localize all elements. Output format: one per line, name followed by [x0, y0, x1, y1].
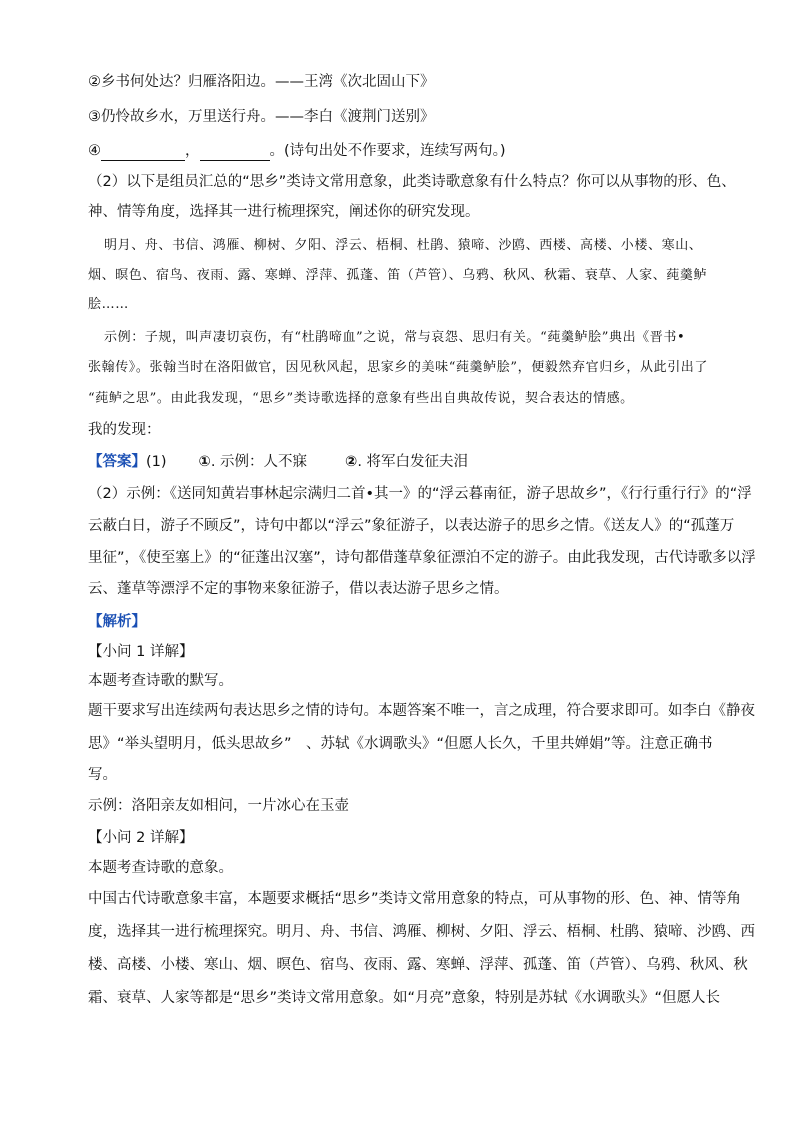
sub-question-2-heading: 【小问 2 详解】 — [88, 830, 194, 846]
answer-1: . 示例：人不寐 — [210, 454, 308, 470]
sub1-line-3: 思》“举头望明月，低头思故乡” 、苏轼《水调歌头》“但愿人长久，千里共婵娟”等。注意正确书 — [88, 736, 713, 752]
imagery-list-line-3: 脍…… — [88, 297, 129, 312]
answer-2-line-4: 云、蓬草等漂浮不定的事物来象征游子，借以表达游子思乡之情。 — [88, 581, 509, 597]
sub-question-1-heading: 【小问 1 详解】 — [88, 644, 194, 660]
blank-2[interactable] — [200, 144, 270, 161]
sub1-line-1: 本题考查诗歌的默写。 — [88, 673, 233, 689]
poem-line-2: ②乡书何处达？归雁洛阳边。——王湾《次北固山下》 — [88, 74, 435, 90]
sub2-line-4: 楼、高楼、小楼、寒山、烟、暝色、宿鸟、夜雨、露、寒蝉、浮萍、孤蓬、笛（芦管）、乌鸦、秋风、秋 — [88, 957, 748, 973]
example-line-2: 张翰传》。张翰当时在洛阳做官，因见秋风起，思家乡的美味“莼羹鲈脍”，便毅然弃官归乡，从此引出了 — [88, 360, 708, 375]
sub1-line-2: 题干要求写出连续两句表达思乡之情的诗句。本题答案不唯一，言之成理，符合要求即可。如李白《静夜 — [88, 703, 755, 719]
sub1-example: 示例：洛阳亲友如相问，一片冰心在玉壶 — [88, 798, 349, 814]
sub2-line-5: 霜、衰草、人家等都是“思乡”类诗文常用意象。如“月亮”意象，特别是苏轼《水调歌头》“但愿人长 — [88, 990, 721, 1006]
sub2-line-3: 度，选择其一进行梳理探究。明月、舟、书信、鸿雁、柳树、夕阳、浮云、梧桐、杜鹃、猿啼、沙鸥、西 — [88, 924, 755, 940]
imagery-list-line-2: 烟、暝色、宿鸟、夜雨、露、寒蝉、浮萍、孤蓬、笛（芦管）、乌鸦、秋风、秋霜、衰草、人家、莼羹鲈 — [88, 268, 708, 283]
sub2-line-2: 中国古代诗歌意象丰富，本题要求概括“思乡”类诗文常用意象的特点，可从事物的形、色、神、情等角 — [88, 891, 742, 907]
sub2-line-1: 本题考查诗歌的意象。 — [88, 860, 233, 876]
item-number: ④ — [88, 143, 101, 159]
example-line-3: “莼鲈之思”。由此我发现，“思乡”类诗歌选择的意象有些出自典故传说，契合表达的情感。 — [88, 391, 634, 406]
question-2-line-2: 神、情等角度，选择其一进行梳理探究，阐述你的研究发现。 — [88, 204, 480, 220]
imagery-list-line-1: 明月、舟、书信、鸿雁、柳树、夕阳、浮云、梧桐、杜鹃、猿啼、沙鸥、西楼、高楼、小楼、寒山、 — [104, 238, 703, 253]
fill-in-line-4 — [88, 141, 728, 161]
answer-part-1: (1) — [146, 454, 167, 470]
answer-2-line-1: （2）示例：《送同知黄岩事林起宗满归二首•其一》的“浮云暮南征，游子思故乡”，《行行重行行》的“浮 — [88, 486, 752, 502]
blank-1[interactable] — [101, 144, 185, 161]
sub1-line-4: 写。 — [88, 767, 117, 783]
my-findings-label: 我的发现： — [88, 422, 161, 438]
analysis-tag: 【解析】 — [88, 614, 146, 630]
answer-circle-1: ① — [198, 454, 211, 470]
answer-line — [88, 452, 728, 472]
comma: ， — [185, 143, 200, 159]
instruction-note: 。(诗句出处不作要求，连续写两句。) — [269, 143, 506, 159]
answer-tag: 【答案】 — [88, 454, 146, 470]
poem-line-3: ③仍怜故乡水，万里送行舟。——李白《渡荆门送别》 — [88, 109, 435, 125]
answer-circle-2: ② — [345, 454, 358, 470]
example-line-1: 示例：子规，叫声凄切哀伤，有“杜鹃啼血”之说，常与哀怨、思归有关。“莼羹鲈脍”典出《晋书• — [104, 330, 686, 345]
answer-2-line-3: 里征”，《使至塞上》的“征蓬出汉塞”，诗句都借蓬草象征漂泊不定的游子。由此我发现，古代诗歌多以浮 — [88, 550, 756, 566]
question-2-line-1: （2）以下是组员汇总的“思乡”类诗文常用意象，此类诗歌意象有什么特点？你可以从事物的形、色、 — [88, 174, 736, 190]
answer-2-line-2: 云蔽白日，游子不顾反”，诗句中都以“浮云”象征游子，以表达游子的思乡之情。《送友人》的“孤蓬万 — [88, 518, 735, 534]
answer-2: . 将军白发征夫泪 — [357, 454, 469, 470]
